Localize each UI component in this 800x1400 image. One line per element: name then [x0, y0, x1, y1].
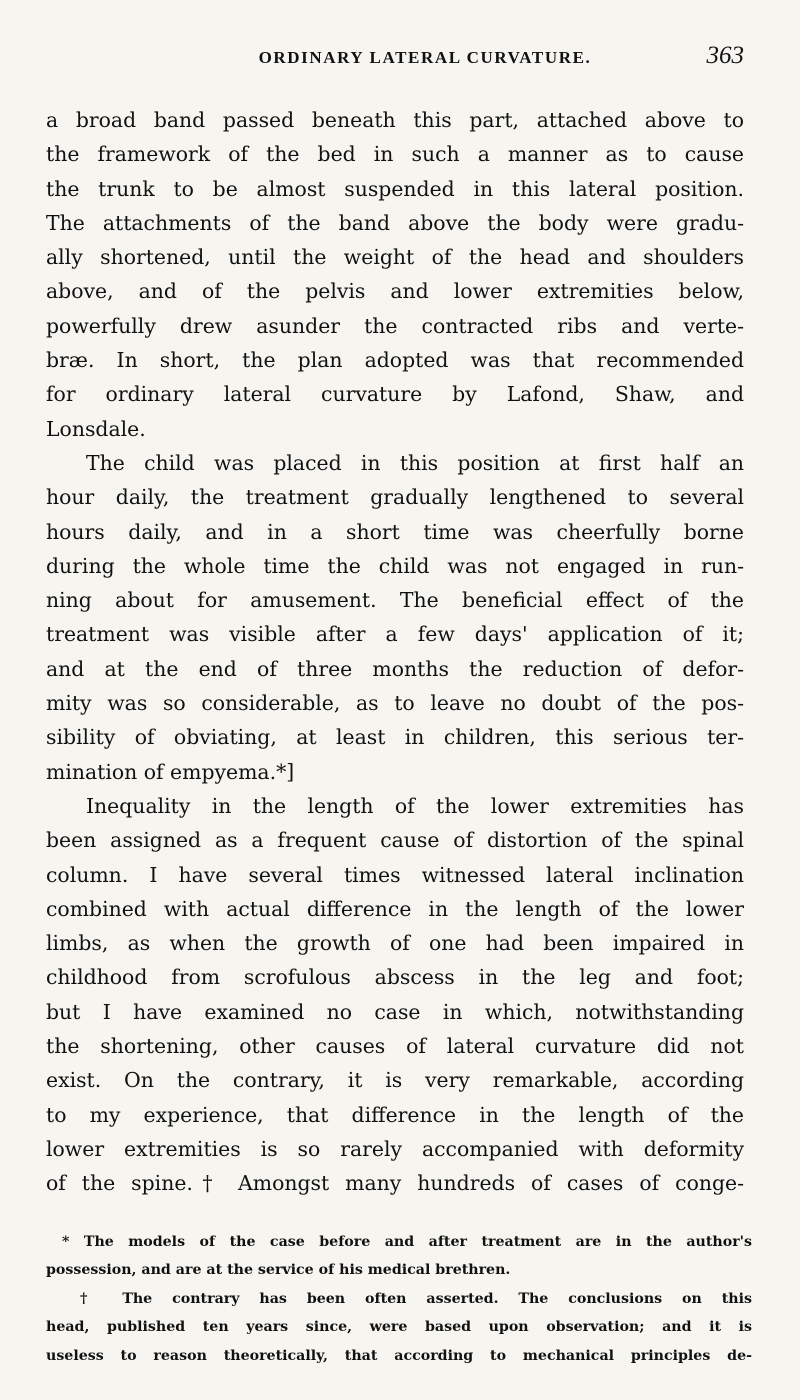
text-line: the shortening, other causes of lateral curvature did not — [46, 1034, 744, 1059]
footnote-line: * The models of the case before and after treatment are in the author's — [62, 1234, 752, 1250]
running-title: ORDINARY LATERAL CURVATURE. — [258, 48, 592, 67]
text-line: sibility of obviating, at least in children, this serious ter- — [46, 725, 744, 750]
page-header — [46, 42, 744, 82]
body-text — [46, 103, 744, 1201]
footnote-line: useless to reason theoretically, that according to mechanical principles de- — [46, 1347, 752, 1364]
paragraph-start-line: Inequality in the length of the lower extremities has — [86, 793, 744, 818]
text-line: been assigned as a frequent cause of distortion of the spinal — [46, 828, 744, 853]
text-line: but I have examined no case in which, notwithstanding — [46, 999, 744, 1024]
text-line: limbs, as when the growth of one had been impaired in — [46, 931, 744, 956]
text-line: mity was so considerable, as to leave no doubt of the pos- — [46, 691, 744, 716]
text-line: hour daily, the treatment gradually lengthened to several — [46, 485, 744, 510]
text-line: above, and of the pelvis and lower extremities below, — [46, 279, 744, 304]
text-line: column. I have several times witnessed lateral inclination — [46, 862, 744, 887]
text-line: of the spine.† Amongst many hundreds of cases of conge- — [46, 1171, 744, 1196]
footnotes — [46, 1228, 752, 1370]
text-line: exist. On the contrary, it is very remarkable, according — [46, 1068, 744, 1093]
text-line: the framework of the bed in such a manner as to cause — [46, 142, 744, 167]
paragraph-start-line: The child was placed in this position at first half an — [86, 450, 744, 475]
text-line: treatment was visible after a few days' application of it; — [46, 622, 744, 647]
text-line: powerfully drew asunder the contracted ribs and verte- — [46, 313, 744, 338]
text-line: childhood from scrofulous abscess in the leg and foot; — [46, 965, 744, 990]
footnote-line: † The contrary has been often asserted. The conclusions on this — [80, 1290, 752, 1307]
text-line: ally shortened, until the weight of the head and shoulders — [46, 245, 744, 270]
text-line: for ordinary lateral curvature by Lafond, Shaw, and — [46, 382, 744, 407]
text-line: during the whole time the child was not engaged in run- — [46, 553, 744, 578]
text-line: mination of empyema.*] — [46, 759, 295, 784]
text-line: bræ. In short, the plan adopted was that recommended — [46, 348, 744, 373]
text-line: a broad band passed beneath this part, attached above to — [46, 108, 744, 132]
text-line: combined with actual difference in the length of the lower — [46, 896, 744, 921]
page-number: 363 — [706, 42, 744, 69]
text-line: Lonsdale. — [46, 416, 146, 441]
text-line: the trunk to be almost suspended in this lateral position. — [46, 176, 744, 201]
footnote-line: possession, and are at the service of his medical brethren. — [46, 1262, 511, 1279]
text-line: to my experience, that difference in the length of the — [46, 1102, 744, 1127]
footnote-line: head, published ten years since, were based upon observation; and it is — [46, 1319, 752, 1336]
text-line: lower extremities is so rarely accompanied with deformity — [46, 1136, 744, 1161]
text-line: The attachments of the band above the body were gradu- — [46, 210, 744, 235]
text-line: ning about for amusement. The beneficial effect of the — [46, 588, 744, 613]
text-line: and at the end of three months the reduction of defor- — [46, 656, 744, 681]
text-line: hours daily, and in a short time was cheerfully borne — [46, 519, 744, 544]
